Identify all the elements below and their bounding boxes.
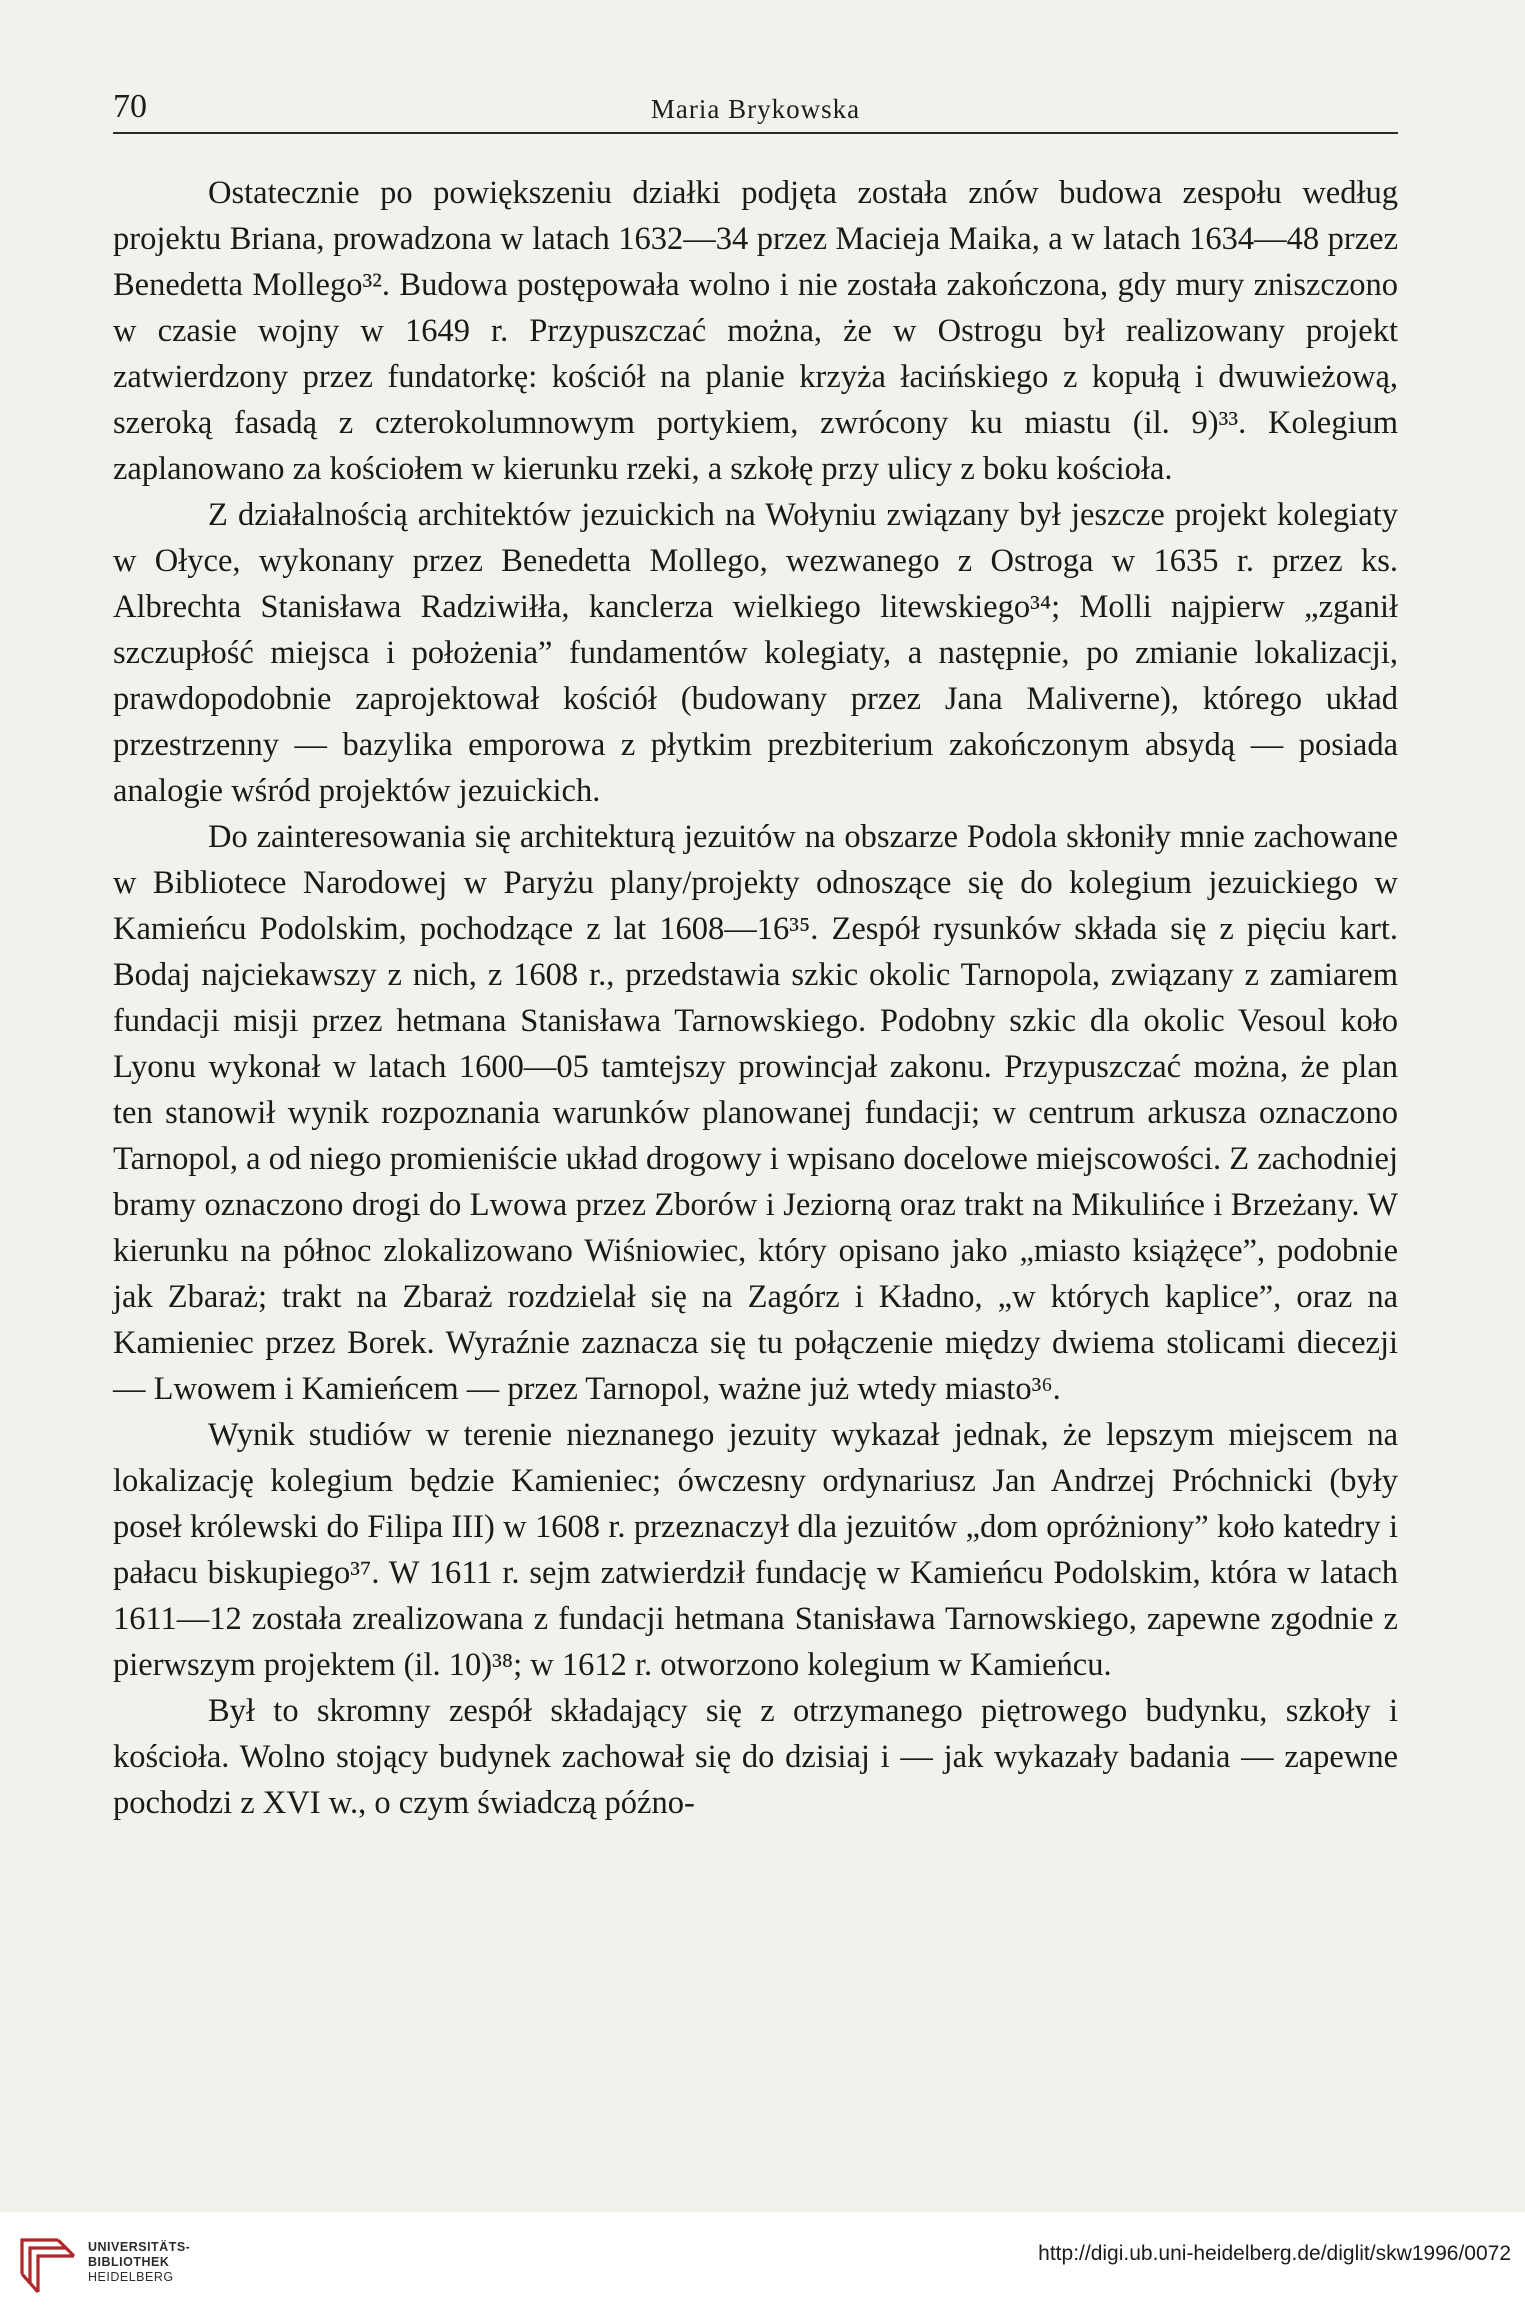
page-number: 70 bbox=[113, 88, 147, 125]
source-url[interactable]: http://digi.ub.uni-heidelberg.de/diglit/skw1996/0072 bbox=[1038, 2242, 1511, 2265]
paragraph: Wynik studiów w terenie nieznanego jezuity wykazał jednak, że lepszym miejscem na lokalizację kolegium będzie Kamieniec; ówczesny ordynariusz Jan Andrzej Próchnicki (były poseł królewski do Filipa III) w 1608 r. przeznaczył dla jezuitów „dom opróżniony” koło katedry i pałacu biskupiego³⁷. W 1611 r. sejm zatwierdził fundację w Kamieńcu Podolskim, która w latach 1611—12 została zrealizowana z fundacji hetmana Stanisława Tarnowskiego, zapewne zgodnie z pierwszym projektem (il. 10)³⁸; w 1612 r. otworzono kolegium w Kamieńcu. bbox=[113, 1417, 1398, 1683]
paragraph: Ostatecznie po powiększeniu działki podjęta została znów budowa zespołu według projektu Briana, prowadzona w latach 1632—34 przez Macieja Maika, a w latach 1634—48 przez Benedetta Mollego³². Budowa postępowała wolno i nie została zakończona, gdy mury zniszczono w czasie wojny w 1649 r. Przypuszczać można, że w Ostrogu był realizowany projekt zatwierdzony przez fundatorkę: kościół na planie krzyża łacińskiego z kopułą i dwuwieżową, szeroką fasadą z czterokolumnowym portykiem, zwrócony ku miastu (il. 9)³³. Kolegium zaplanowano za kościołem w kierunku rzeki, a szkołę przy ulicy z boku kościoła. bbox=[113, 175, 1398, 487]
library-name bbox=[88, 2240, 190, 2285]
paragraph: Z działalnością architektów jezuickich na Wołyniu związany był jeszcze projekt kolegiaty w Ołyce, wykonany przez Benedetta Mollego, wezwanego z Ostroga w 1635 r. przez ks. Albrechta Stanisława Radziwiłła, kanclerza wielkiego litewskiego³⁴; Molli najpierw „zganił szczupłość miejsca i położenia” fundamentów kolegiaty, a następnie, po zmianie lokalizacji, prawdopodobnie zaprojektował kościół (budowany przez Jana Maliverne), którego układ przestrzenny — bazylika emporowa z płytkim prezbiterium zakończonym absydą — posiada analogie wśród projektów jezuickich. bbox=[113, 497, 1398, 809]
library-name-line: BIBLIOTHEK bbox=[88, 2255, 170, 2269]
paragraph: Do zainteresowania się architekturą jezuitów na obszarze Podola skłoniły mnie zachowane w Bibliotece Narodowej w Paryżu plany/projekty odnoszące się do kolegium jezuickiego w Kamieńcu Podolskim, pochodzące z lat 1608—16³⁵. Zespół rysunków składa się z pięciu kart. Bodaj najciekawszy z nich, z 1608 r., przedstawia szkic okolic Tarnopola, związany z zamiarem fundacji misji przez hetmana Stanisława Tarnowskiego. Podobny szkic dla okolic Vesoul koło Lyonu wykonał w latach 1600—05 tamtejszy prowincjał zakonu. Przypuszczać można, że plan ten stanowił wynik rozpoznania warunków planowanej fundacji; w centrum arkusza oznaczono Tarnopol, a od niego promieniście układ drogowy i wpisano docelowe miejscowości. Z zachodniej bramy oznaczono drogi do Lwowa przez Zborów i Jeziorną oraz trakt na Mikulińce i Brzeżany. W kierunku na północ zlokalizowano Wiśniowiec, który opisano jako „miasto książęce”, podobnie jak Zbaraż; trakt na Zbaraż rozdzielał się na Zagórz i Kładno, „w których kaplice”, oraz na Kamieniec przez Borek. Wyraźnie zaznacza się tu połączenie między dwiema stolicami diecezji — Lwowem i Kamieńcem — przez Tarnopol, ważne już wtedy miasto³⁶. bbox=[113, 819, 1398, 1407]
library-name-line: HEIDELBERG bbox=[88, 2270, 174, 2284]
digitization-footer bbox=[0, 2212, 1525, 2320]
running-head-author: Maria Brykowska bbox=[650, 94, 861, 124]
library-name-line: UNIVERSITÄTS- bbox=[88, 2240, 191, 2254]
running-head bbox=[113, 82, 1398, 134]
body-text bbox=[113, 170, 1398, 1826]
ub-heidelberg-logo-icon bbox=[18, 2234, 80, 2300]
paragraph: Był to skromny zespół składający się z otrzymanego piętrowego budynku, szkoły i kościoła. Wolno stojący budynek zachował się do dzisiaj i — jak wykazały badania — zapewne pochodzi z XVI w., o czym świadczą późno- bbox=[113, 1693, 1398, 1821]
